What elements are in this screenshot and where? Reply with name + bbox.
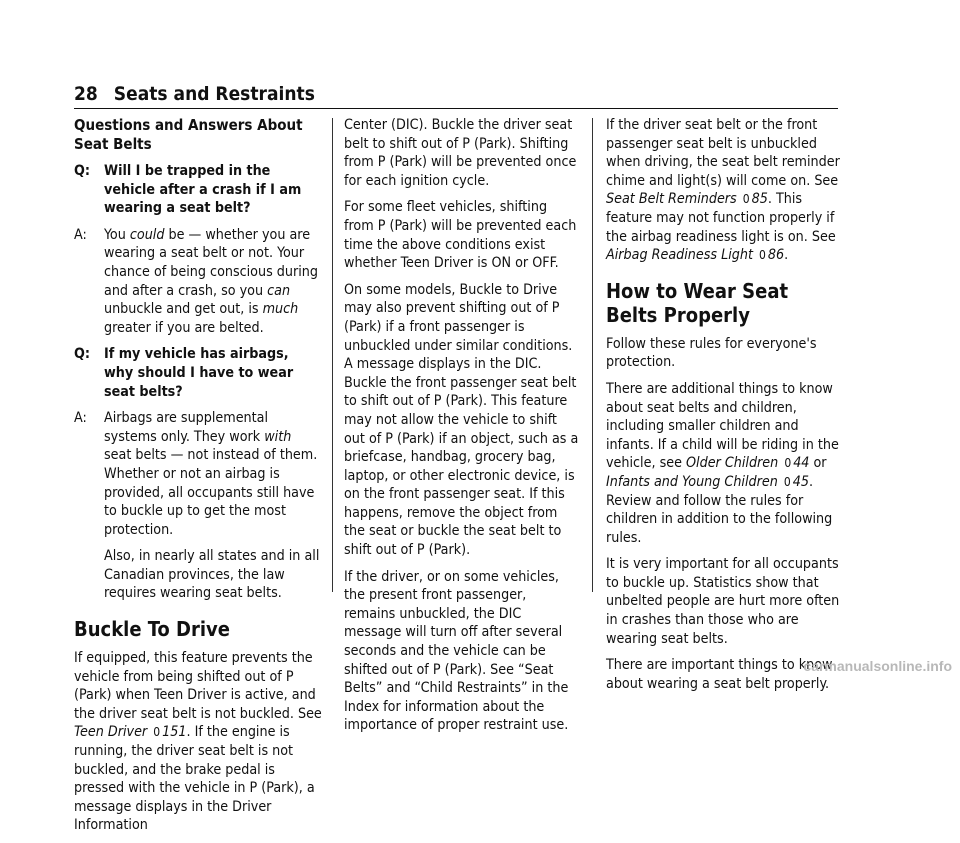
question-1: Q: Will I be trapped in the vehicle after a crash if I am wearing a seat belt? bbox=[74, 163, 302, 217]
answer-2: A: Airbags are supplemental systems only. They work with seat belts — not instead of them. Whether or not an airbag is provided, all occupants still have to buckle up to get the most protection. bbox=[74, 410, 318, 538]
link-page-44[interactable]: 44 bbox=[793, 455, 810, 472]
page-ref-arrow-icon: 0 bbox=[759, 248, 766, 263]
paragraph: On some models, Buckle to Drive may also prevent shifting out of P (Park) if a front passenger is unbuckled under similar conditions. A message displays in the DIC. Buckle the front passenger seat belt to shift out of P (Park). This feature may not allow the vehicle to shift out of P (Park) if an object, such as a briefcase, handbag, grocery bag, laptop, or other electronic device, is on the front passenger seat. If this happens, remove the object from the seat or buckle the seat belt to shift out of P (Park). bbox=[344, 281, 579, 559]
column-divider bbox=[332, 118, 333, 592]
paragraph: For some fleet vehicles, shifting from P (Park) will be prevented each time the above conditions exist whether Teen Driver is ON or OFF. bbox=[344, 199, 577, 272]
column-divider bbox=[592, 118, 593, 592]
link-page-45[interactable]: 45 bbox=[792, 473, 809, 490]
question-2: Q: If my vehicle has airbags, why should I have to wear seat belts? bbox=[74, 346, 294, 400]
page-ref-arrow-icon: 0 bbox=[742, 192, 750, 207]
link-infants-young-children[interactable]: Infants and Young Children bbox=[606, 473, 778, 490]
link-older-children[interactable]: Older Children bbox=[686, 455, 779, 472]
page-ref-arrow-icon: 0 bbox=[783, 474, 791, 489]
link-page-85[interactable]: 85 bbox=[751, 191, 768, 208]
paragraph: It is very important for all occupants to buckle up. Statistics show that unbelted people are hurt more often in crashes than those who are wearing seat belts. bbox=[606, 556, 840, 647]
answer-2-continued: Also, in nearly all states and in all Canadian provinces, the law requires wearing seat belts. bbox=[104, 548, 320, 602]
heading-questions-answers: Questions and Answers About Seat Belts bbox=[74, 116, 303, 153]
column-1 bbox=[74, 116, 322, 843]
paragraph: There are important things to know about wearing a seat belt properly. bbox=[606, 657, 833, 692]
page-ref-arrow-icon: 0 bbox=[784, 456, 792, 471]
paragraph: Center (DIC). Buckle the driver seat belt to shift out of P (Park). Shifting from P (Park) will be prevented once for each ignition cycle. bbox=[344, 117, 577, 189]
link-seat-belt-reminders[interactable]: Seat Belt Reminders bbox=[606, 191, 737, 208]
link-page-86[interactable]: 86 bbox=[767, 247, 785, 264]
link-airbag-readiness-light[interactable]: Airbag Readiness Light bbox=[606, 247, 753, 264]
page-number: 28 bbox=[74, 83, 98, 105]
page-header bbox=[74, 80, 838, 109]
heading-how-to-wear: How to Wear Seat Belts Properly bbox=[606, 278, 789, 327]
watermark: carmanualsonline.info bbox=[803, 658, 952, 674]
section-title: Seats and Restraints bbox=[113, 83, 315, 105]
paragraph: If the driver, or on some vehicles, the present front passenger, remains unbuckled, the DIC message will turn off after several seconds and the vehicle can be shifted out of P (Park). See “Seat Belts” and “Child Restraints” in the Index for information about the importance of proper restraint use. bbox=[344, 568, 569, 734]
heading-buckle-to-drive: Buckle To Drive bbox=[74, 617, 230, 642]
link-page-151[interactable]: 151 bbox=[162, 724, 187, 741]
page-ref-arrow-icon: 0 bbox=[153, 725, 161, 740]
paragraph: Follow these rules for everyone's protection. bbox=[606, 335, 817, 371]
seat-belt-reminder-paragraph: If the driver seat belt or the front passenger seat belt is unbuckled when driving, the seat belt reminder chime and light(s) will come on. See Seat Belt Reminders 0 85. This feature may not function properly if the airbag readiness light is on. See Airbag Readiness Light 0 86. bbox=[606, 117, 840, 264]
answer-1: A: You could be — whether you are wearing a seat belt or not. Your chance of being conscious during and after a crash, so you can unbuckle and get out, is much greater if you are belted. bbox=[74, 226, 318, 336]
column-2 bbox=[344, 116, 580, 743]
buckle-to-drive-text: If equipped, this feature prevents the vehicle from being shifted out of P (Park) when Teen Driver is active, and the driver seat belt is not buckled. See Teen Driver 0 151. If the engine is running, the driver seat belt is not buckled, and the brake pedal is pressed with the vehicle in P (Park), a message displays in the Driver Information bbox=[74, 650, 322, 834]
link-teen-driver[interactable]: Teen Driver bbox=[74, 724, 148, 741]
column-3 bbox=[606, 116, 840, 701]
children-paragraph: There are additional things to know about seat belts and children, including smaller children and infants. If a child will be riding in the vehicle, see Older Children 0 44 or Infants and Young Children 0 45. Review and follow the rules for children in addition to the following rules. bbox=[606, 380, 839, 546]
